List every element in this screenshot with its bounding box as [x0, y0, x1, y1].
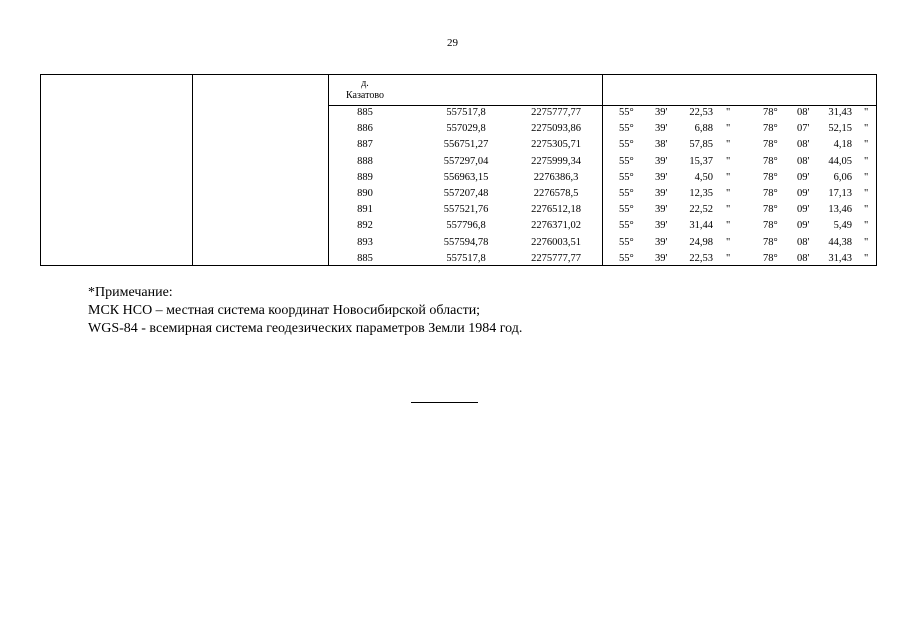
latitude-minutes: 39'	[655, 123, 668, 135]
latitude-seconds: 22,52	[689, 204, 713, 216]
x-coordinate: 556751,27	[443, 139, 489, 151]
latitude-seconds: 4,50	[694, 171, 713, 183]
point-number: 888	[357, 155, 373, 167]
latitude-seconds: 12,35	[689, 187, 713, 199]
longitude-degrees: 78°	[763, 155, 778, 167]
longitude-minutes: 08'	[797, 139, 810, 151]
point-number: 892	[357, 220, 373, 232]
point-number: 893	[357, 236, 373, 248]
latitude-seconds-mark: "	[726, 220, 731, 232]
point-number: 886	[357, 123, 373, 135]
table-row	[41, 170, 876, 186]
latitude-seconds-mark: "	[726, 204, 731, 216]
longitude-seconds: 31,43	[828, 252, 852, 264]
latitude-minutes: 39'	[655, 155, 668, 167]
y-coordinate: 2275777,77	[531, 252, 581, 264]
longitude-seconds: 17,13	[828, 187, 852, 199]
latitude-degrees: 55°	[619, 155, 634, 167]
note-wgs84: WGS-84 - всемирная система геодезических параметров Земли 1984 год.	[88, 321, 523, 336]
longitude-degrees: 78°	[763, 187, 778, 199]
longitude-seconds: 5,49	[833, 220, 852, 232]
x-coordinate: 557517,8	[446, 107, 486, 118]
longitude-seconds-mark: "	[864, 107, 869, 118]
longitude-seconds-mark: "	[864, 236, 869, 248]
longitude-seconds: 52,15	[828, 123, 852, 135]
note-msk-nso: МСК НСО – местная система координат Новосибирской области;	[88, 303, 481, 318]
settlement-label	[329, 78, 401, 102]
latitude-seconds-mark: "	[726, 139, 731, 151]
end-of-document-line	[411, 402, 478, 403]
longitude-seconds: 31,43	[828, 107, 852, 118]
latitude-degrees: 55°	[619, 204, 634, 216]
x-coordinate: 557796,8	[446, 220, 486, 232]
y-coordinate: 2275999,34	[531, 155, 581, 167]
y-coordinate: 2276578,5	[533, 187, 579, 199]
table-row	[41, 137, 876, 153]
latitude-seconds: 22,53	[689, 107, 713, 118]
latitude-minutes: 39'	[655, 236, 668, 248]
latitude-minutes: 38'	[655, 139, 668, 151]
y-coordinate: 2276386,3	[533, 171, 579, 183]
latitude-minutes: 39'	[655, 220, 668, 232]
point-number: 885	[357, 252, 373, 264]
y-coordinate: 2276371,02	[531, 220, 581, 232]
latitude-degrees: 55°	[619, 252, 634, 264]
notes-heading: *Примечание:	[88, 285, 173, 300]
table-row	[41, 202, 876, 218]
longitude-seconds-mark: "	[864, 139, 869, 151]
longitude-minutes: 09'	[797, 171, 810, 183]
latitude-minutes: 39'	[655, 107, 668, 118]
table-row	[41, 235, 876, 251]
longitude-seconds: 44,38	[828, 236, 852, 248]
latitude-minutes: 39'	[655, 187, 668, 199]
longitude-seconds: 13,46	[828, 204, 852, 216]
table-row	[41, 186, 876, 202]
x-coordinate: 556963,15	[443, 171, 489, 183]
latitude-seconds: 24,98	[689, 236, 713, 248]
x-coordinate: 557297,04	[443, 155, 489, 167]
y-coordinate: 2275093,86	[531, 123, 581, 135]
settlement-prefix: д.	[361, 78, 369, 89]
latitude-degrees: 55°	[619, 123, 634, 135]
latitude-seconds-mark: "	[726, 171, 731, 183]
latitude-minutes: 39'	[655, 252, 668, 264]
longitude-minutes: 09'	[797, 204, 810, 216]
latitude-seconds: 22,53	[689, 252, 713, 264]
table-rows	[41, 105, 876, 267]
longitude-seconds: 6,06	[833, 171, 852, 183]
longitude-degrees: 78°	[763, 252, 778, 264]
latitude-degrees: 55°	[619, 220, 634, 232]
point-number: 890	[357, 187, 373, 199]
longitude-minutes: 08'	[797, 252, 810, 264]
longitude-seconds-mark: "	[864, 187, 869, 199]
longitude-seconds-mark: "	[864, 252, 869, 264]
y-coordinate: 2275305,71	[531, 139, 581, 151]
longitude-degrees: 78°	[763, 204, 778, 216]
table-row	[41, 251, 876, 267]
table-row	[41, 218, 876, 234]
y-coordinate: 2275777,77	[531, 107, 581, 118]
x-coordinate: 557029,8	[446, 123, 486, 135]
table-row	[41, 154, 876, 170]
longitude-minutes: 07'	[797, 123, 810, 135]
point-number: 889	[357, 171, 373, 183]
longitude-degrees: 78°	[763, 123, 778, 135]
latitude-seconds: 57,85	[689, 139, 713, 151]
longitude-minutes: 08'	[797, 107, 810, 118]
longitude-minutes: 09'	[797, 187, 810, 199]
longitude-minutes: 09'	[797, 220, 810, 232]
latitude-degrees: 55°	[619, 139, 634, 151]
table-row	[41, 105, 876, 121]
longitude-seconds: 4,18	[833, 139, 852, 151]
x-coordinate: 557521,76	[443, 204, 489, 216]
longitude-seconds-mark: "	[864, 155, 869, 167]
notes-block	[88, 284, 522, 338]
longitude-seconds-mark: "	[864, 204, 869, 216]
latitude-degrees: 55°	[619, 107, 634, 118]
longitude-seconds-mark: "	[864, 171, 869, 183]
latitude-seconds-mark: "	[726, 236, 731, 248]
longitude-degrees: 78°	[763, 139, 778, 151]
latitude-seconds: 31,44	[689, 220, 713, 232]
coordinates-table	[40, 74, 877, 266]
latitude-minutes: 39'	[655, 171, 668, 183]
latitude-seconds-mark: "	[726, 187, 731, 199]
latitude-seconds: 15,37	[689, 155, 713, 167]
page-number: 29	[447, 37, 458, 49]
point-number: 887	[357, 139, 373, 151]
point-number: 891	[357, 204, 373, 216]
latitude-seconds-mark: "	[726, 252, 731, 264]
settlement-name: Казатово	[346, 90, 384, 101]
longitude-minutes: 08'	[797, 236, 810, 248]
longitude-degrees: 78°	[763, 171, 778, 183]
latitude-seconds-mark: "	[726, 123, 731, 135]
longitude-seconds: 44,05	[828, 155, 852, 167]
longitude-degrees: 78°	[763, 236, 778, 248]
x-coordinate: 557594,78	[443, 236, 489, 248]
latitude-seconds-mark: "	[726, 107, 731, 118]
y-coordinate: 2276512,18	[531, 204, 581, 216]
latitude-degrees: 55°	[619, 187, 634, 199]
longitude-seconds-mark: "	[864, 220, 869, 232]
point-number: 885	[357, 107, 373, 118]
latitude-seconds: 6,88	[694, 123, 713, 135]
latitude-minutes: 39'	[655, 204, 668, 216]
latitude-degrees: 55°	[619, 236, 634, 248]
y-coordinate: 2276003,51	[531, 236, 581, 248]
x-coordinate: 557517,8	[446, 252, 486, 264]
x-coordinate: 557207,48	[443, 187, 489, 199]
latitude-seconds-mark: "	[726, 155, 731, 167]
latitude-degrees: 55°	[619, 171, 634, 183]
longitude-degrees: 78°	[763, 107, 778, 118]
table-row	[41, 121, 876, 137]
longitude-minutes: 08'	[797, 155, 810, 167]
longitude-degrees: 78°	[763, 220, 778, 232]
longitude-seconds-mark: "	[864, 123, 869, 135]
